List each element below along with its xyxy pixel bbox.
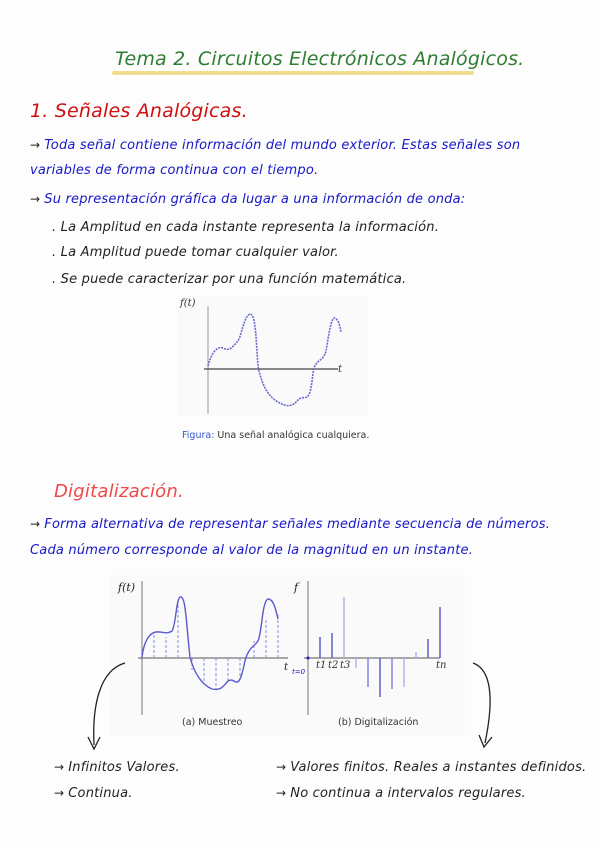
y-axis-label: f(t) bbox=[180, 298, 196, 309]
svg-text:f(t): f(t) bbox=[118, 581, 136, 594]
bullet-1: . La Amplitud en cada instante representa la información. bbox=[52, 220, 440, 235]
analog-text-line-1: → Toda señal contiene información del mundo exterior. Estas señales son bbox=[30, 138, 521, 153]
arrow-icon: → bbox=[30, 517, 41, 531]
caption-muestreo: (a) Muestreo bbox=[182, 717, 243, 728]
arrow-icon: → bbox=[54, 760, 65, 774]
digitalization-figure bbox=[290, 575, 465, 735]
svg-text:t: t bbox=[284, 662, 289, 673]
bullet-3: . Se puede caracterizar por una función matemática. bbox=[52, 272, 407, 287]
t-zero-annotation: t=0 bbox=[292, 668, 306, 676]
figure-caption: Figura: Una señal analógica cualquiera. bbox=[182, 430, 370, 441]
x-axis-label: t bbox=[338, 364, 343, 375]
curved-arrow-left-icon bbox=[80, 655, 140, 755]
tick-t1: t1 bbox=[316, 660, 327, 671]
caption-digitalizacion: (b) Digitalización bbox=[338, 717, 419, 728]
svg-text:f: f bbox=[294, 581, 299, 594]
arrow-icon: → bbox=[276, 786, 287, 800]
arrow-icon: → bbox=[54, 786, 65, 800]
curved-arrow-right-icon bbox=[465, 655, 515, 755]
tick-t2: t2 bbox=[328, 660, 339, 671]
tick-tn: tn bbox=[436, 660, 447, 671]
section-heading-analog: 1. Señales Analógicas. bbox=[30, 100, 248, 122]
tick-t3: t3 bbox=[340, 660, 351, 671]
page-title: Tema 2. Circuitos Electrónicos Analógicos. bbox=[115, 48, 525, 70]
arrow-icon: → bbox=[30, 192, 41, 206]
left-note-2: → Continua. bbox=[54, 786, 133, 801]
analog-text-line-2: variables de forma continua con el tiempo. bbox=[30, 163, 319, 178]
analog-text-line-3: → Su representación gráfica da lugar a una información de onda: bbox=[30, 192, 466, 207]
right-note-1: → Valores finitos. Reales a instantes definidos. bbox=[276, 760, 587, 775]
title-highlight bbox=[112, 71, 474, 75]
arrow-icon: → bbox=[276, 760, 287, 774]
section-heading-digital: Digitalización. bbox=[54, 481, 184, 502]
left-note-1: → Infinitos Valores. bbox=[54, 760, 180, 775]
right-note-2: → No continua a intervalos regulares. bbox=[276, 786, 526, 801]
arrow-icon: → bbox=[30, 138, 41, 152]
digital-text-line-1: → Forma alternativa de representar señales mediante secuencia de números. bbox=[30, 517, 551, 532]
digital-text-line-2: Cada número corresponde al valor de la magnitud en un instante. bbox=[30, 543, 474, 558]
analog-signal-figure bbox=[178, 296, 368, 416]
bullet-2: . La Amplitud puede tomar cualquier valor. bbox=[52, 245, 339, 260]
